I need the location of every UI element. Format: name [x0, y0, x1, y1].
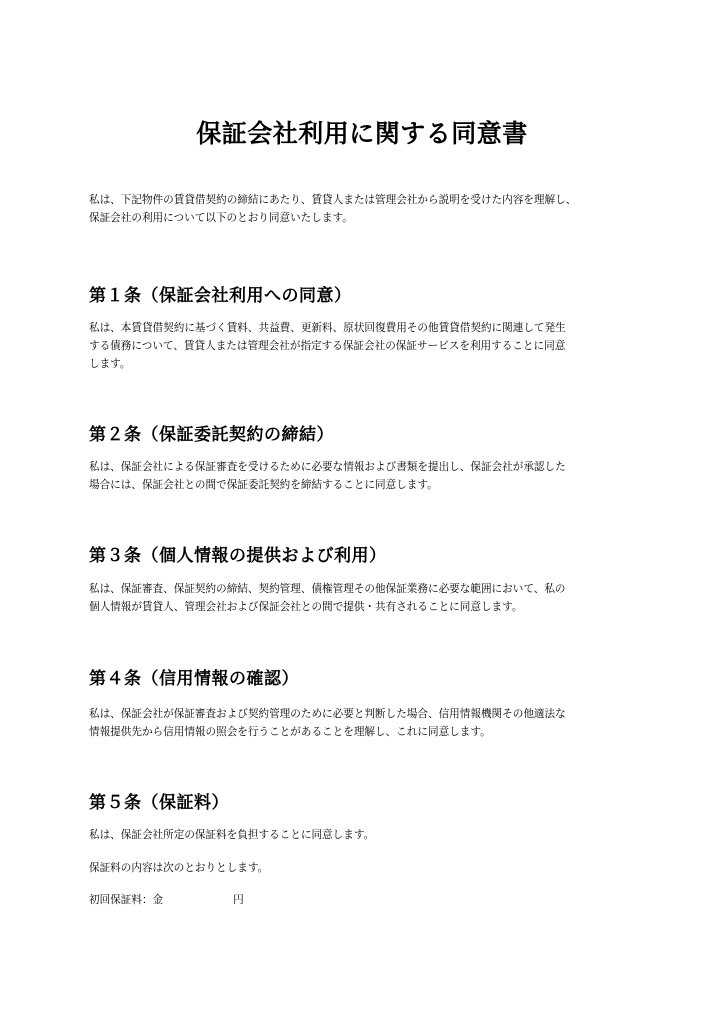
article-4-body: 私は、保証会社が保証審査および契約管理のために必要と判断した場合、信用情報機関その他適法な 情報提供先から信用情報の照会を行うことがあることを理解し、これに同意します。	[89, 708, 566, 738]
article-5-body-fee-intro: 保証料の内容は次のとおりとします。	[89, 862, 269, 874]
initial-fee-line	[89, 891, 244, 909]
article-1-heading: 第１条（保証会社利用への同意）	[89, 286, 352, 306]
initial-fee-unit: 円	[233, 894, 244, 906]
article-2-heading: 第２条（保証委託契約の締結）	[89, 425, 334, 445]
intro-paragraph: 私は、下記物件の賃貸借契約の締結にあたり、賃貸人または管理会社から説明を受けた内容を理解し、 保証会社の利用について以下のとおり同意いたします。	[89, 194, 577, 224]
article-1-body: 私は、本賃貸借契約に基づく賃料、共益費、更新料、原状回復費用その他賃貸借契約に関連して発生 する債務について、賃貸人または管理会社が指定する保証会社の保証サービスを利用することに同意 します。	[89, 322, 566, 370]
document-title: 保証会社利用に関する同意書	[196, 119, 528, 148]
article-5-body: 私は、保証会社所定の保証料を負担することに同意します。	[89, 829, 375, 841]
article-3-body: 私は、保証審査、保証契約の締結、契約管理、債権管理その他保証業務に必要な範囲において、私の 個人情報が賃貸人、管理会社および保証会社との間で提供・共有されることに同意します。	[89, 583, 566, 613]
article-3-heading: 第３条（個人情報の提供および利用）	[89, 546, 387, 566]
article-5-heading: 第５条（保証料）	[89, 793, 229, 813]
article-2-body: 私は、保証会社による保証審査を受けるために必要な情報および書類を提出し、保証会社が承認した 場合には、保証会社との間で保証委託契約を締結することに同意します。	[89, 461, 566, 491]
article-4-heading: 第４条（信用情報の確認）	[89, 669, 299, 689]
initial-fee-label: 初回保証料：金	[89, 894, 164, 906]
